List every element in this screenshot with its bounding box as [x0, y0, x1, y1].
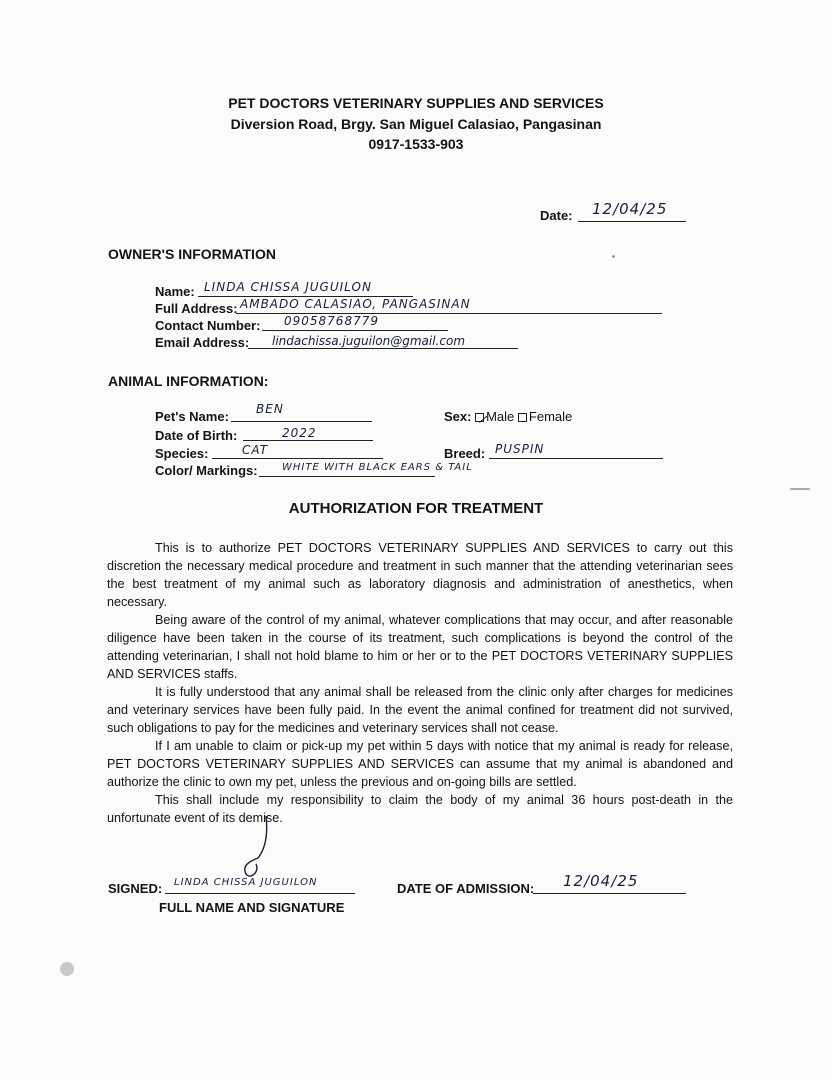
- company-name: PET DOCTORS VETERINARY SUPPLIES AND SERVICES: [228, 95, 604, 111]
- authorization-paragraph-2: Being aware of the control of my animal, whatever complications that may occur, and after reasonable diligence have been taken in the course of its treatment, such complications is beyond the control of the attending veterinarian, I shall not hold blame to him or her or to the PET DOCTORS VETERINARY SUPPLIES AND SERVICES staffs.: [107, 613, 733, 681]
- owner-contact-line: [262, 330, 448, 331]
- dob-label: Date of Birth:: [155, 428, 238, 443]
- species-line: [212, 458, 383, 459]
- admission-value[interactable]: 12/04/25: [563, 872, 639, 890]
- owner-name-label: Name:: [155, 284, 195, 299]
- pet-name-value[interactable]: BEN: [256, 402, 284, 416]
- signature-value[interactable]: LINDA CHISSA JUGUILON: [174, 877, 318, 888]
- owner-email-label: Email Address:: [155, 335, 250, 350]
- authorization-paragraph-3: It is fully understood that any animal shall be released from the clinic only after charges for medicines and veterinary services have been fully paid. In the event the animal confined for treatment did not survived, such obligations to pay for the medicines and veterinary services shall not cease.: [107, 685, 733, 735]
- signed-label: SIGNED:: [108, 881, 163, 896]
- animal-section-title: ANIMAL INFORMATION:: [108, 373, 269, 389]
- owner-contact-value[interactable]: 09058768779: [284, 314, 379, 328]
- authorization-paragraph-5: This shall include my responsibility to claim the body of my animal 36 hours post-death in the unfortunate event of its demise.: [107, 793, 733, 825]
- owner-contact-label: Contact Number:: [155, 318, 261, 333]
- signature-caption: FULL NAME AND SIGNATURE: [159, 900, 345, 915]
- owner-email-line: [248, 348, 518, 349]
- company-address: Diversion Road, Brgy. San Miguel Calasiao, Pangasinan: [230, 116, 602, 132]
- sex-field: [444, 409, 572, 424]
- sex-female-checkbox[interactable]: [518, 413, 527, 422]
- sex-label: Sex:: [444, 409, 472, 424]
- date-label: Date:: [540, 208, 573, 223]
- color-line: [259, 476, 435, 477]
- scan-speck: [60, 962, 74, 976]
- sex-male-label: Male: [486, 409, 515, 424]
- pet-name-line: [231, 421, 372, 422]
- date-line: [578, 221, 686, 222]
- owner-name-value[interactable]: LINDA CHISSA JUGUILON: [204, 280, 372, 294]
- authorization-paragraph-4: If I am unable to claim or pick-up my pet within 5 days with notice that my animal is ready for release, PET DOCTORS VETERINARY SUPPLIES AND SERVICES can assume that my animal is abandoned and authorize the clinic to own my pet, unless the previous and on-going bills are settled.: [107, 739, 733, 789]
- authorization-title: AUTHORIZATION FOR TREATMENT: [288, 500, 544, 517]
- breed-label: Breed:: [444, 446, 486, 461]
- species-label: Species:: [155, 446, 209, 461]
- breed-value[interactable]: PUSPIN: [495, 442, 545, 456]
- scan-speck: [612, 255, 615, 258]
- company-phone: 0917-1533-903: [368, 136, 464, 152]
- sex-female-label: Female: [528, 409, 573, 424]
- sex-male-checkbox[interactable]: [475, 413, 484, 422]
- color-value[interactable]: WHITE WITH BLACK EARS & TAIL: [282, 462, 473, 473]
- authorization-paragraph-1: This is to authorize PET DOCTORS VETERINARY SUPPLIES AND SERVICES to carry out this discretion the necessary medical procedure and treatment in such manner that the attending veterinarian sees the best treatment of my animal such as laboratory diagnosis and administration of anesthetics, when necessary.: [107, 541, 733, 609]
- species-value[interactable]: CAT: [242, 443, 269, 457]
- color-label: Color/ Markings:: [155, 463, 258, 478]
- admission-line: [533, 893, 686, 894]
- signature-flourish-icon: [232, 814, 272, 882]
- admission-label: DATE OF ADMISSION:: [397, 881, 535, 896]
- owner-address-label: Full Address:: [155, 301, 238, 316]
- authorization-body: [107, 539, 733, 827]
- owner-email-value[interactable]: lindachissa.juguilon@gmail.com: [272, 334, 466, 348]
- date-value[interactable]: 12/04/25: [592, 200, 668, 218]
- scan-speck: [790, 488, 810, 490]
- dob-line: [243, 440, 373, 441]
- owner-address-value[interactable]: AMBADO CALASIAO, PANGASINAN: [240, 297, 471, 311]
- dob-value[interactable]: 2022: [282, 426, 317, 440]
- pet-name-label: Pet's Name:: [155, 409, 229, 424]
- breed-line: [489, 458, 663, 459]
- signature-line: [165, 893, 355, 894]
- owner-section-title: OWNER'S INFORMATION: [108, 246, 276, 262]
